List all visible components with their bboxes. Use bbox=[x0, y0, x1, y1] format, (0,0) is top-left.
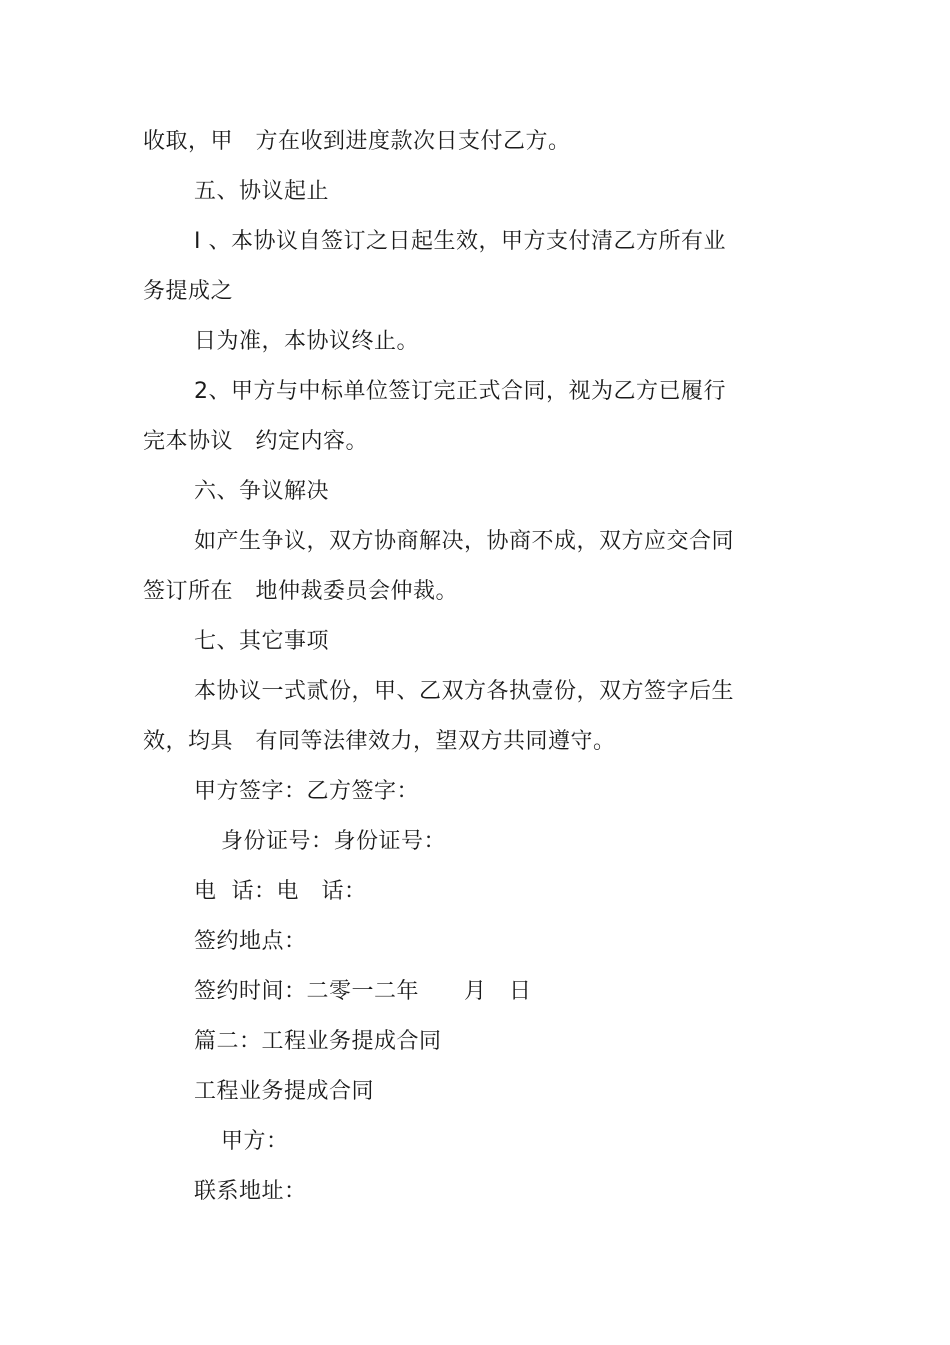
chapter-heading: 篇二：工程业务提成合同 bbox=[194, 1029, 442, 1054]
text-line: 务提成之 bbox=[143, 279, 234, 304]
text-line: 本协议一式贰份，甲、乙双方各执壹份，双方签字后生 bbox=[194, 679, 735, 704]
section-heading: 六、争议解决 bbox=[194, 479, 330, 504]
signature-field: 甲方签字：乙方签字： bbox=[194, 779, 420, 804]
section-heading: 五、协议起止 bbox=[194, 179, 330, 204]
text-line: 如产生争议，双方协商解决，协商不成，双方应交合同 bbox=[194, 529, 735, 554]
signing-place-field: 签约地点： bbox=[194, 929, 307, 954]
party-a-field: 甲方： bbox=[221, 1129, 289, 1154]
text-line: 完本协议 约定内容。 bbox=[143, 429, 369, 454]
text-line: 签订所在 地仲裁委员会仲裁。 bbox=[143, 579, 459, 604]
text-line: 收取，甲 方在收到进度款次日支付乙方。 bbox=[143, 129, 571, 154]
text-line: 日为准，本协议终止。 bbox=[194, 329, 420, 354]
phone-field: 电 话：电 话： bbox=[194, 879, 367, 904]
text-line: 2、甲方与中标单位签订完正式合同，视为乙方已履行 bbox=[194, 379, 726, 404]
contact-address-field: 联系地址： bbox=[194, 1179, 307, 1204]
document-title: 工程业务提成合同 bbox=[194, 1079, 375, 1104]
text-line: 效，均具 有同等法律效力，望双方共同遵守。 bbox=[143, 729, 616, 754]
signing-time-field: 签约时间：二零一二年 月 日 bbox=[194, 979, 532, 1004]
id-number-field: 身份证号：身份证号： bbox=[221, 829, 447, 854]
section-heading: 七、其它事项 bbox=[194, 629, 330, 654]
text-line: I 、本协议自签订之日起生效，甲方支付清乙方所有业 bbox=[194, 229, 726, 254]
